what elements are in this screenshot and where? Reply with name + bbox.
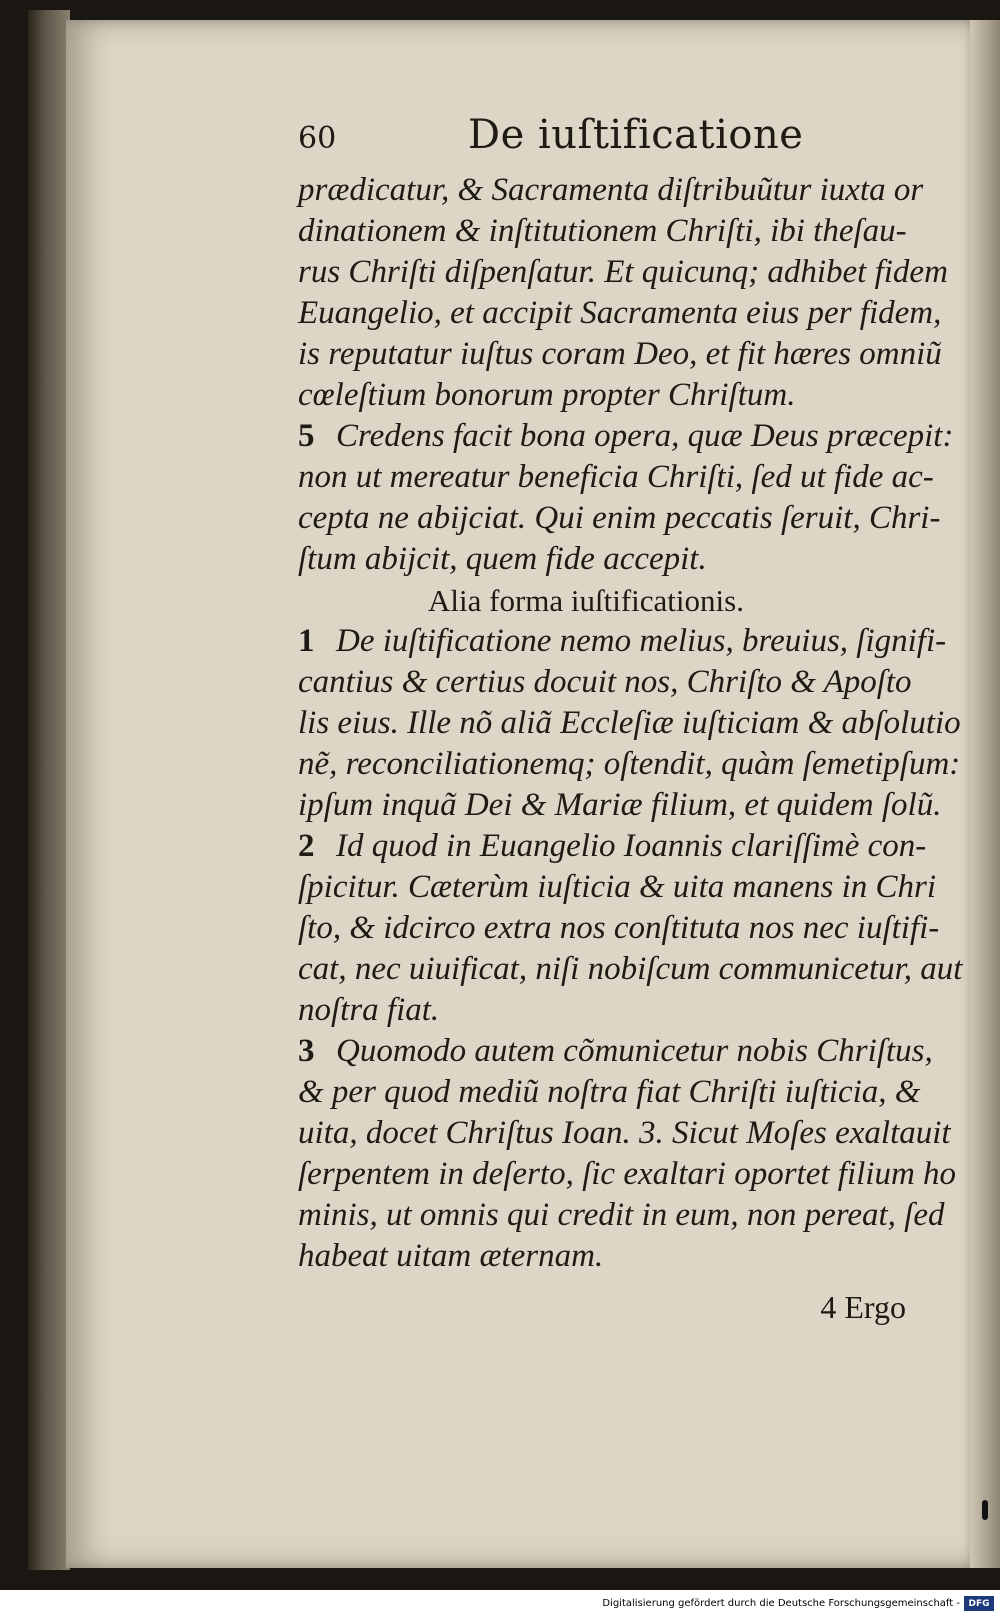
text-line: cat, nec uiuificat, niſi nobiſcum communicetur, aut — [298, 951, 963, 987]
text-line — [298, 416, 954, 457]
running-title: De iuſtificatione — [468, 112, 804, 158]
item-number: 3 — [298, 1033, 315, 1069]
text-line: non ut mereatur beneficia Chriſti, ſed ut fide ac- — [298, 459, 934, 495]
ink-mark — [982, 1500, 988, 1520]
page-header — [298, 112, 938, 170]
text-line: cantius & certius docuit nos, Chriſto & Apoſto — [298, 664, 912, 700]
text-line: dinationem & inſtitutionem Chriſti, ibi theſau- — [298, 213, 907, 249]
line-text: Credens facit bona opera, quæ Deus præcepit: — [336, 418, 954, 454]
item-number: 1 — [298, 623, 315, 659]
text-line: cepta ne abijciat. Qui enim peccatis ſeruit, Chri- — [298, 500, 941, 536]
text-line: minis, ut omnis qui credit in eum, non pereat, ſed — [298, 1197, 945, 1233]
section-number: 5 — [298, 418, 315, 454]
page-number: 60 — [298, 121, 337, 156]
text-line: cœleſtium bonorum propter Chriſtum. — [298, 377, 796, 413]
text-line: ipſum inquã Dei & Mariæ filium, et quidem ſolũ. — [298, 787, 942, 823]
text-line: ſtum abijcit, quem fide accepit. — [298, 541, 707, 577]
text-line: noſtra fiat. — [298, 992, 440, 1028]
item-3 — [298, 1031, 957, 1277]
text-line: & per quod mediũ noſtra fiat Chriſti iuſticia, & — [298, 1074, 921, 1110]
line-text: De iuſtificatione nemo melius, breuius, ſignifi- — [336, 623, 947, 659]
text-line: Euangelio, et accipit Sacramenta eius per fidem, — [298, 295, 942, 331]
text-line: prædicatur, & Sacramenta diſtribuũtur iuxta or — [298, 172, 924, 208]
footer-credit: Digitalisierung gefördert durch die Deutsche Forschungsgemeinschaft - — [602, 1598, 960, 1609]
catchword: 4 Ergo — [820, 1289, 906, 1325]
dfg-logo-icon: DFG — [964, 1596, 994, 1611]
text-line: is reputatur iuſtus coram Deo, et fit hæres omniũ — [298, 336, 942, 372]
text-line: nẽ, reconciliationemq; oſtendit, quàm ſemetipſum: — [298, 746, 961, 782]
page-text — [298, 112, 963, 1326]
page-right-edge — [970, 20, 1000, 1568]
line-text: Id quod in Euangelio Ioannis clariſſimè con- — [336, 828, 927, 864]
item-2 — [298, 826, 963, 1031]
text-line — [298, 1031, 938, 1072]
item-number: 2 — [298, 828, 315, 864]
digitization-footer — [0, 1590, 1000, 1620]
text-line: uita, docet Chriſtus Ioan. 3. Sicut Moſes exaltauit — [298, 1115, 951, 1151]
text-line: ſerpentem in deſerto, ſic exaltari oportet filium ho — [298, 1156, 957, 1192]
text-line: rus Chriſti diſpenſatur. Et quicunq; adhibet fidem — [298, 254, 948, 290]
book-binding-edge — [28, 10, 70, 1570]
text-line — [298, 621, 947, 662]
text-line: ſto, & idcirco extra nos conſtituta nos nec iuſtifi- — [298, 910, 940, 946]
section-5 — [298, 416, 954, 580]
line-text: Quomodo autem cõmunicetur nobis Chriſtus, — [336, 1033, 933, 1069]
text-line — [298, 826, 938, 867]
text-line: lis eius. Ille nõ aliã Eccleſiæ iuſticiam & abſolutio — [298, 705, 961, 741]
text-line: ſpicitur. Cæterùm iuſticia & uita manens in Chri — [298, 869, 937, 905]
text-line: habeat uitam æternam. — [298, 1238, 604, 1274]
section-subheading: Alia forma iuſtificationis. — [428, 583, 744, 618]
item-1 — [298, 621, 961, 826]
paragraph-continuation — [298, 170, 948, 416]
